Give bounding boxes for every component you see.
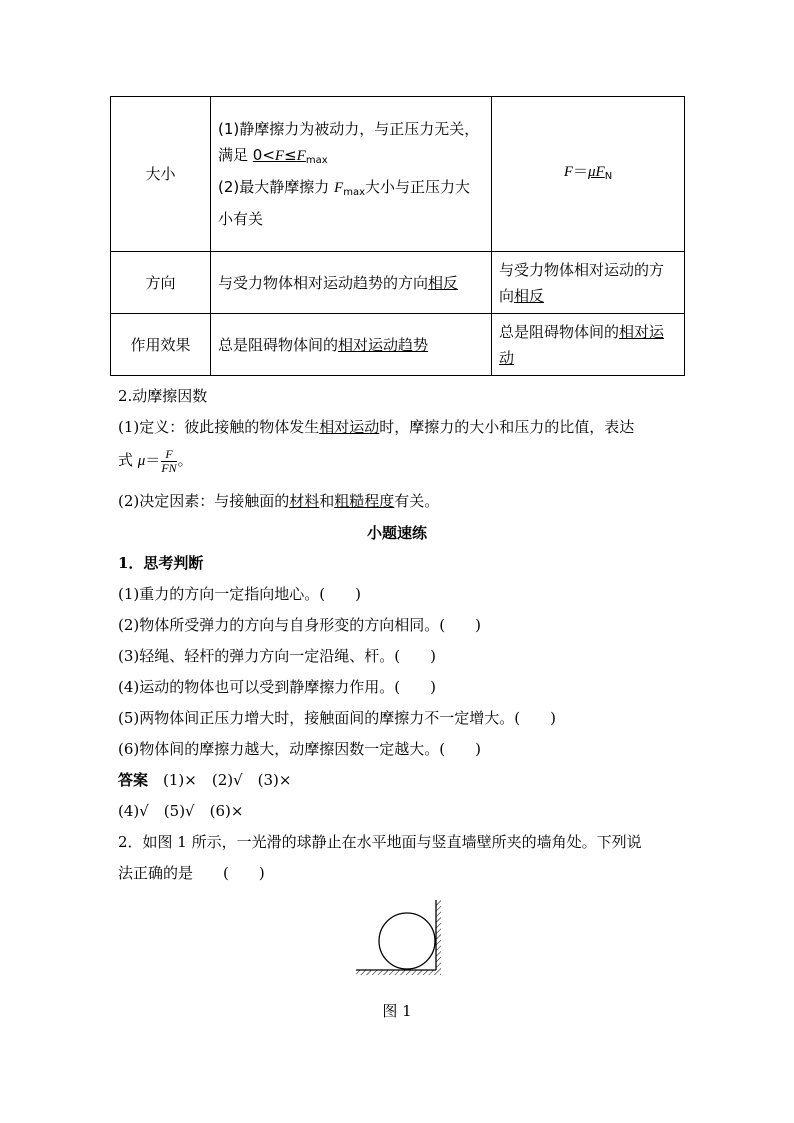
text: 大小与正压力大 — [365, 178, 471, 196]
text: F — [334, 180, 344, 196]
text: 式 — [118, 451, 138, 469]
text: 相反 — [428, 273, 459, 292]
static-mag-line1: (1)静摩擦力为被动力，与正压力无关， — [218, 120, 480, 138]
text: max — [343, 187, 365, 198]
text: μ — [137, 453, 146, 469]
text: 和 — [319, 492, 335, 510]
wall-hatch — [436, 900, 441, 975]
figure1-ball-in-corner — [350, 895, 450, 985]
text: 总是阻碍物体间的 — [218, 335, 339, 354]
static-mag-line2 — [218, 142, 484, 174]
judgement-item-6: (6)物体间的摩擦力越大，动摩擦因数一定越大。( ) — [118, 740, 481, 758]
text: 。 — [177, 451, 193, 469]
text: 时，摩擦力的大小和压力的比值，表达 — [379, 418, 635, 436]
fraction — [161, 448, 176, 475]
fraction-denominator: FN — [161, 460, 177, 475]
figure-caption: 图 1 — [382, 1002, 412, 1020]
ground-hatch — [356, 970, 436, 975]
answer-line2: (4)√ (5)√ (6)× — [118, 802, 244, 820]
determining-factors — [118, 491, 439, 511]
static-friction-direction — [211, 252, 492, 314]
practice-heading: 小题速练 — [366, 524, 427, 542]
judgement-item-1: (1)重力的方向一定指向地心。( ) — [118, 585, 361, 603]
text: 0< — [252, 146, 275, 164]
judgement-item-3: (3)轻绳、轻杆的弹力方向一定沿绳、杆。( ) — [118, 647, 436, 665]
text: N — [604, 171, 613, 182]
text: 相对运动趋势 — [338, 335, 429, 354]
text: ＝ — [572, 162, 588, 180]
text: 动 — [499, 348, 515, 367]
text: 相对运动 — [319, 418, 380, 436]
row-label-magnitude: 大小 — [111, 97, 211, 252]
text: (1)定义：彼此接触的物体发生 — [118, 418, 320, 436]
text: ＝ — [145, 451, 161, 469]
text: F — [563, 164, 573, 180]
judgement-item-5: (5)两物体间正压力增大时，接触面间的摩擦力不一定增大。( ) — [118, 709, 556, 727]
text: 向 — [499, 286, 515, 305]
text: max — [305, 155, 328, 166]
table-row-effect — [111, 314, 685, 376]
answer-label: 答案 — [118, 771, 149, 789]
question2-line2: 法正确的是 ( ) — [118, 864, 265, 882]
text: (2)最大静摩擦力 — [218, 178, 335, 196]
text: 相对运 — [619, 322, 665, 341]
text: 粗糙程度 — [334, 492, 395, 510]
text: F — [274, 148, 285, 164]
static-friction-magnitude — [211, 97, 492, 252]
text: F — [595, 164, 605, 180]
text — [499, 283, 677, 309]
judgement-item-2: (2)物体所受弹力的方向与自身形变的方向相同。( ) — [118, 616, 481, 634]
answer-line1 — [118, 770, 291, 790]
table-row-direction — [111, 252, 685, 314]
kinetic-friction-formula — [492, 97, 685, 252]
text: 有关。 — [394, 492, 440, 510]
fraction-numerator: F — [161, 448, 176, 462]
question2-line1: 2．如图 1 所示，一光滑的球静止在水平地面与竖直墙壁所夹的墙角处。下列说 — [118, 833, 642, 851]
static-mag-line3 — [218, 174, 484, 206]
row-label-effect: 作用效果 — [111, 314, 211, 376]
static-friction-effect — [211, 314, 492, 376]
text: 与受力物体相对运动的方 — [499, 260, 665, 279]
text — [499, 319, 677, 345]
text: 满足 — [218, 146, 253, 164]
text: 总是阻碍物体间的 — [499, 322, 620, 341]
static-range — [253, 146, 328, 164]
text: F — [296, 148, 306, 164]
table-row-magnitude — [111, 97, 685, 252]
text: (2)决定因素：与接触面的 — [118, 492, 290, 510]
definition-formula — [118, 443, 193, 478]
text: (1)× (2)√ (3)× — [163, 771, 292, 789]
static-mag-line4: 小有关 — [218, 210, 264, 228]
ball — [379, 913, 435, 969]
row-label-direction: 方向 — [111, 252, 211, 314]
text: 相反 — [514, 286, 545, 305]
question1-title: 1．思考判断 — [118, 554, 204, 572]
text: 与受力物体相对运动趋势的方向 — [218, 273, 429, 292]
text: 材料 — [289, 492, 320, 510]
section-title-kinetic-coefficient: 2.动摩擦因数 — [118, 387, 208, 405]
judgement-item-4: (4)运动的物体也可以受到静摩擦力作用。( ) — [118, 678, 436, 696]
kinetic-friction-direction — [492, 252, 685, 314]
kinetic-friction-effect — [492, 314, 685, 376]
definition-line1 — [118, 417, 634, 437]
formula-underlined — [588, 162, 612, 180]
text: ≤ — [284, 146, 297, 164]
friction-comparison-table — [110, 96, 685, 376]
text: μ — [588, 164, 596, 180]
